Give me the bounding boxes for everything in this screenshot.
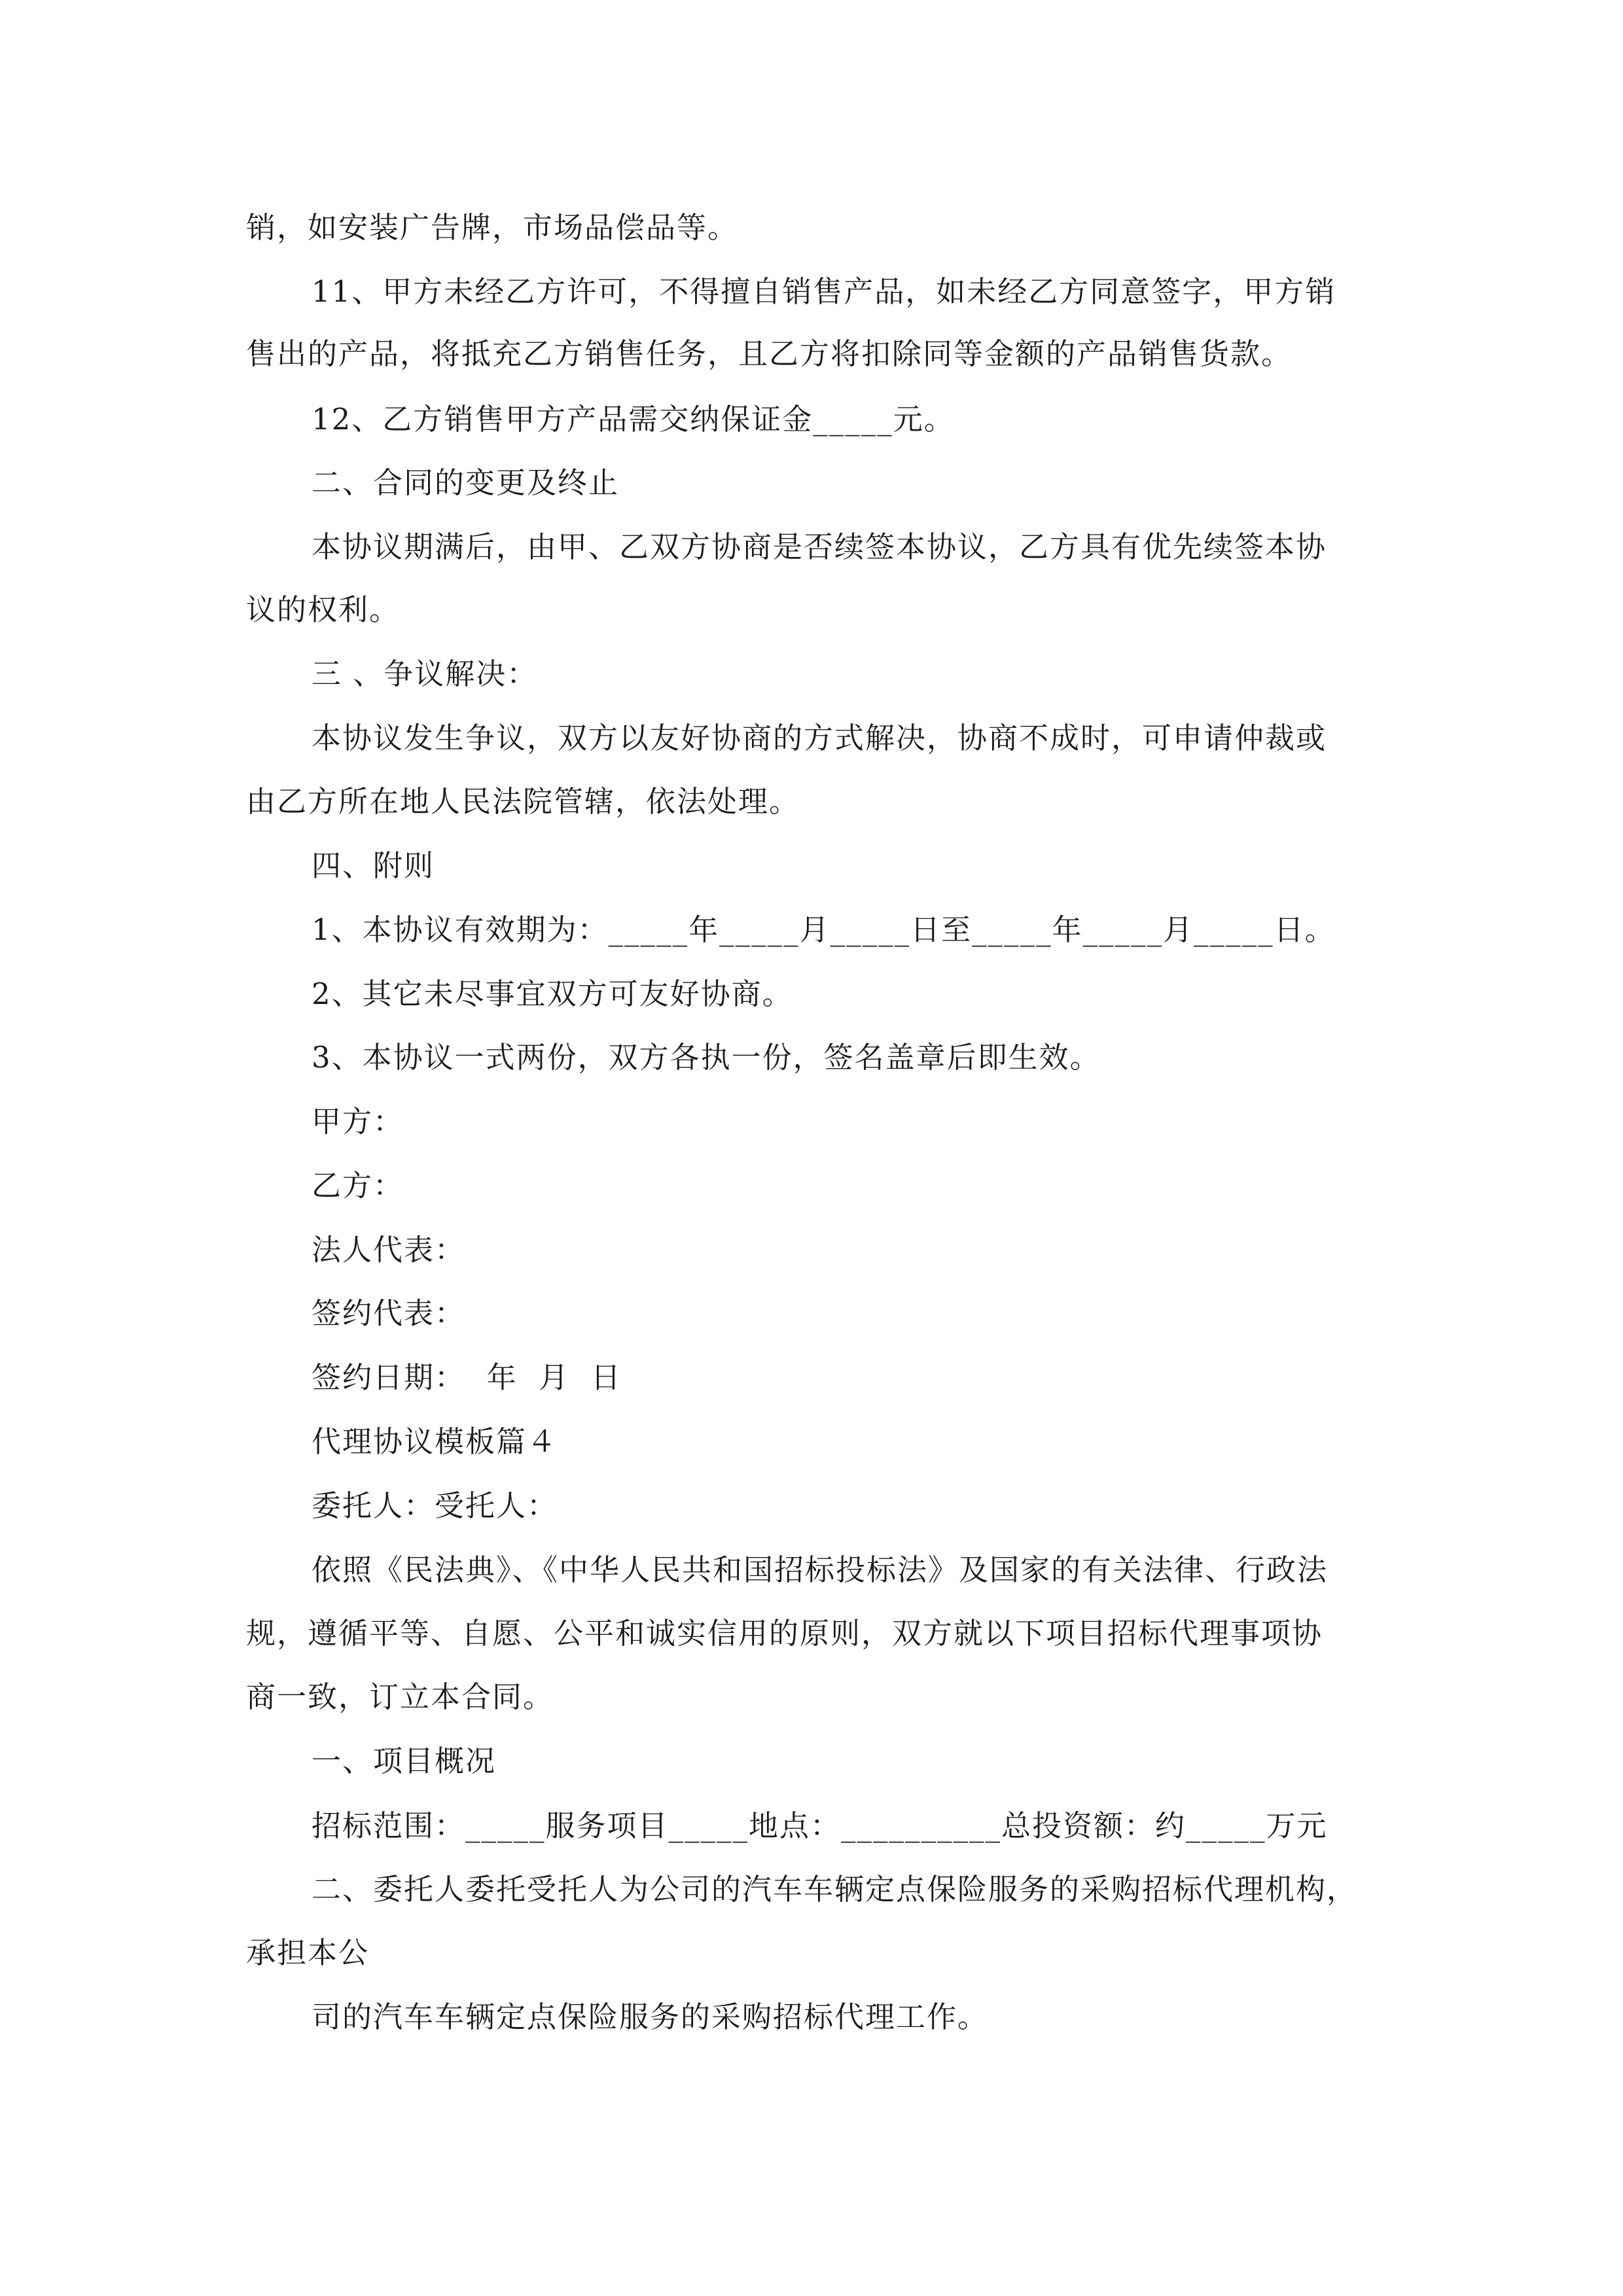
appendix-item-3: 3、本协议一式两份，双方各执一份，签名盖章后即生效。 [312, 1040, 1101, 1075]
paragraph-basis-line-3: 商一致，订立本合同。 [246, 1679, 554, 1714]
paragraph-dispute-line-1: 本协议发生争议，双方以友好协商的方式解决，协商不成时，可申请仲裁或 [312, 721, 1327, 755]
clause-11-line-2: 售出的产品，将抵充乙方销售任务，且乙方将扣除同等金额的产品销售货款。 [246, 336, 1293, 371]
legal-representative-label: 法人代表： [312, 1232, 466, 1267]
text-line-1: 销，如安装广告牌，市场品偿品等。 [246, 210, 739, 245]
paragraph-basis-line-2: 规，遵循平等、自愿、公平和诚实信用的原则，双方就以下项目招标代理事项协 [246, 1616, 1323, 1651]
party-b-label: 乙方： [312, 1168, 404, 1203]
appendix-item-1: 1、本协议有效期为：_____年_____月_____日至_____年_____月_____日。 [312, 912, 1336, 947]
section-heading-4: 四、附则 [312, 848, 435, 883]
paragraph-entrust-line-3: 司的汽车车辆定点保险服务的采购招标代理工作。 [312, 2000, 989, 2034]
section-project-overview: 一、项目概况 [312, 1744, 497, 1778]
principal-agent-label: 委托人：受托人： [312, 1488, 558, 1523]
clause-12: 12、乙方销售甲方产品需交纳保证金_____元。 [312, 402, 955, 437]
section-heading-3: 三 、争议解决： [312, 656, 538, 691]
clause-11-line-1: 11、甲方未经乙方许可，不得擅自销售产品，如未经乙方同意签字，甲方销 [312, 274, 1336, 309]
paragraph-entrust-line-2: 承担本公 [246, 1935, 370, 1970]
party-a-label: 甲方： [312, 1104, 404, 1139]
section-heading-2: 二、合同的变更及终止 [312, 465, 620, 500]
paragraph-renewal-line-2: 议的权利。 [246, 592, 401, 627]
paragraph-dispute-line-2: 由乙方所在地人民法院管辖，依法处理。 [246, 784, 800, 819]
tender-scope-line: 招标范围：_____服务项目_____地点：__________总投资额：约_____万元 [312, 1808, 1328, 1843]
appendix-item-2: 2、其它未尽事宜双方可友好协商。 [312, 977, 793, 1011]
paragraph-renewal-line-1: 本协议期满后，由甲、乙双方协商是否续签本协议，乙方具有优先续签本协 [312, 529, 1327, 564]
paragraph-entrust-line-1: 二、委托人委托受托人为公司的汽车车辆定点保险服务的采购招标代理机构， [312, 1872, 1358, 1907]
signing-representative-label: 签约代表： [312, 1296, 466, 1331]
template-title: 代理协议模板篇４ [312, 1424, 558, 1459]
signing-date-label: 签约日期： 年 月 日 [312, 1360, 622, 1395]
paragraph-basis-line-1: 依照《民法典》、《中华人民共和国招标投标法》及国家的有关法律、行政法 [312, 1552, 1329, 1587]
